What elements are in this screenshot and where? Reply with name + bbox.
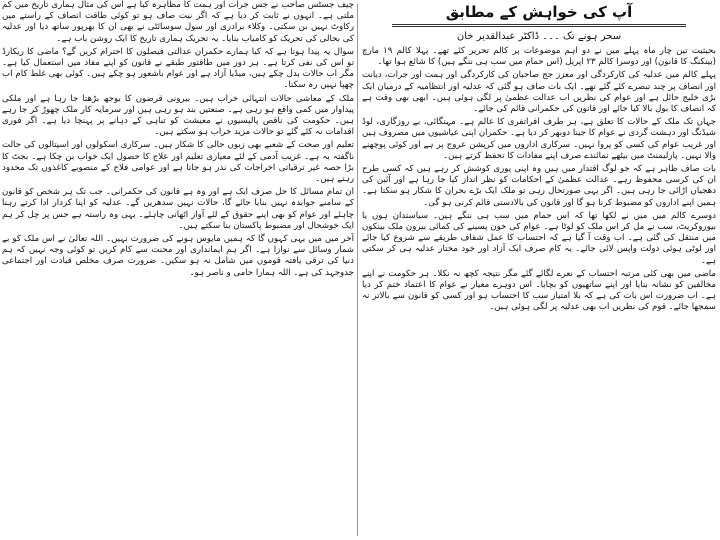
article-byline: سحر ہونے تک ۔۔۔ ڈاکٹر عبدالقدیر خان [456,31,622,42]
article-headline: آپ کی خواہش کے مطابق [445,3,633,21]
column-divider [357,4,358,536]
paragraph: ملک کے معاشی حالات انتہائی خراب ہیں۔ بیرونی قرضوں کا بوجھ بڑھتا جا رہا ہے اور ملکی پیداوار میں کمی واقع ہو رہی ہے۔ صنعتیں بند ہو رہی ہیں اور سرمایہ کار ملک چھوڑ کر جا رہے ہیں۔ حکومت کی ناقص پالیسیوں نے معیشت کو تباہی کے دہانے پر پہنچا دیا ہے۔ اگر فوری اقدامات نہ کئے گئے تو حالات مزید خراب ہو سکتے ہیں۔ [2,93,354,138]
paragraph: آخر میں میں یہی کہوں گا کہ ہمیں مایوس ہونے کی ضرورت نہیں۔ اللہ تعالیٰ نے اس ملک کو بے شمار وسائل سے نوازا ہے۔ اگر ہم ایمانداری اور محنت سے کام کریں تو کوئی وجہ نہیں کہ ہم دنیا کی ترقی یافتہ قوموں میں شامل نہ ہو سکیں۔ ضرورت صرف مخلص قیادت اور اجتماعی جدوجہد کی ہے۔ اللہ ہمارا حامی و ناصر ہو۔ [2,234,354,278]
paragraph: ماضی میں بھی کئی مرتبہ احتساب کے نعرے لگائے گئے مگر نتیجہ کچھ نہ نکلا۔ ہر حکومت نے اپنے مخالفین کو نشانہ بنایا اور اپنے ساتھیوں کو بچایا۔ اس دوہرے معیار نے عوام کا اعتماد ختم کر دیا ہے۔ اب ضرورت اس بات کی ہے کہ بلا امتیاز سب کا احتساب ہو اور کسی کو قانون سے بالاتر نہ سمجھا جائے۔ قوم کی نظریں اب بھی عدلیہ پر لگی ہوئی ہیں۔ [362,268,716,313]
left-column [2,0,354,540]
paragraph: پہلے کالم میں عدلیہ کی کارکردگی اور معزز جج صاحبان کی کارکردگی اور ہمت اور جرات، دیانت اور انصاف پر چند تبصرے کئے گئے تھے۔ ایک بات صاف ہو گئی کہ عدلیہ اور انتظامیہ کے درمیان ایک بڑی خلیج حائل ہے اور عوام کی نظریں اب عدالت عظمیٰ پر لگی ہوئی ہیں۔ ابھی بھی وقت ہے کہ انصاف کا بول بالا کیا جائے اور قانون کی حکمرانی قائم کی جائے۔ [362,70,716,115]
right-column [362,0,716,540]
headline-rule [392,22,686,28]
paragraph: دوسرے کالم میں میں نے لکھا تھا کہ اس حمام میں سب ہی ننگے ہیں۔ سیاستدان ہوں یا بیوروکریٹ، سب نے مل کر اس ملک کو لوٹا ہے۔ عوام کی خون پسینے کی کمائی بیرون ملک بینکوں میں منتقل کی گئی ہے۔ اب وقت آ گیا ہے کہ احتساب کا عمل شفاف طریقے سے شروع کیا جائے اور لوٹی ہوئی دولت واپس لائی جائے۔ یہ کام صرف ایک آزاد اور خود مختار عدلیہ ہی کر سکتی ہے۔ [362,210,716,266]
paragraph: تعلیم اور صحت کے شعبے بھی زبوں حالی کا شکار ہیں۔ سرکاری اسکولوں اور اسپتالوں کی حالت ناگفتہ بہ ہے۔ غریب آدمی کے لئے معیاری تعلیم اور علاج کا حصول ایک خواب بن چکا ہے۔ بجٹ کا بڑا حصہ غیر ترقیاتی اخراجات کی نذر ہو جاتا ہے اور عوامی فلاح کے منصوبے کاغذوں تک محدود رہتے ہیں۔ [2,140,354,185]
paragraph: بحیثیت تین چار ماہ پہلے میں نے دو اہم موضوعات پر کالم تحریر کئے تھے۔ پہلا کالم ۱۹ مارچ (بینکنگ کا قانون) اور دوسرا کالم ۲۳ اپریل (اس حمام میں سب ہی ننگے ہیں) کا شائع ہوا تھا۔ [362,46,716,68]
paragraph: جہاں تک ملک کے حالات کا تعلق ہے، ہر طرف افراتفری کا عالم ہے۔ مہنگائی، بے روزگاری، لوڈ شیڈنگ اور دہشت گردی نے عوام کا جینا دوبھر کر دیا ہے۔ حکمران اپنی عیاشیوں میں مصروف ہیں اور غریب عوام کی کسی کو پروا نہیں۔ سرکاری اداروں میں کرپشن عروج پر ہے اور کوئی پوچھنے والا نہیں۔ پارلیمنٹ میں بیٹھے نمائندے صرف اپنے مفادات کا تحفظ کرتے ہیں۔ [362,117,716,161]
paragraph: چیف جسٹس صاحب نے جس جرات اور ہمت کا مظاہرہ کیا ہے اس کی مثال ہماری تاریخ میں کم ملتی ہے۔ انہوں نے ثابت کر دیا ہے کہ اگر نیت صاف ہو تو کوئی طاقت انصاف کے راستے میں رکاوٹ نہیں بن سکتی۔ وکلاء برادری اور سول سوسائٹی نے بھی ان کا بھرپور ساتھ دیا اور عدلیہ کی بحالی کی تحریک کو کامیاب بنایا۔ یہ تحریک ہماری تاریخ کا ایک روشن باب ہے۔ [2,0,354,44]
paragraph: ان تمام مسائل کا حل صرف ایک ہے اور وہ ہے قانون کی حکمرانی۔ جب تک ہر شخص کو قانون کے سامنے جوابدہ نہیں بنایا جائے گا، حالات نہیں سدھریں گے۔ عدلیہ کو اپنا کردار ادا کرتے رہنا چاہئے اور عوام کو بھی اپنے حقوق کے لئے آواز اٹھانی چاہئے۔ یہی وہ راستہ ہے جس پر چل کر ہم ایک خوشحال اور مضبوط پاکستان بنا سکتے ہیں۔ [2,187,354,231]
paragraph: بات صاف ظاہر ہے کہ جو لوگ اقتدار میں ہیں وہ اپنی پوری کوشش کر رہے ہیں کہ کسی طرح ان کی کرسی محفوظ رہے۔ عدالت عظمیٰ کے احکامات کو نظر انداز کیا جا رہا ہے اور آئین کی دھجیاں اڑائی جا رہی ہیں۔ اگر یہی صورتحال رہی تو ملک ایک بڑے بحران کا شکار ہو سکتا ہے۔ ہمیں اپنے اداروں کو مضبوط کرنا ہو گا اور قانون کی بالادستی قائم کرنی ہو گی۔ [362,164,716,208]
paragraph: سوال یہ پیدا ہوتا ہے کہ کیا ہمارے حکمران عدالتی فیصلوں کا احترام کریں گے؟ ماضی کا ریکارڈ تو اس کی نفی کرتا ہے۔ ہر دور میں طاقتور طبقے نے قانون کو اپنے مفاد میں استعمال کیا ہے۔ مگر اب حالات بدل چکے ہیں، میڈیا آزاد ہے اور عوام باشعور ہو چکے ہیں۔ کوئی بھی غلط کام اب چھپا نہیں رہ سکتا۔ [2,46,354,91]
